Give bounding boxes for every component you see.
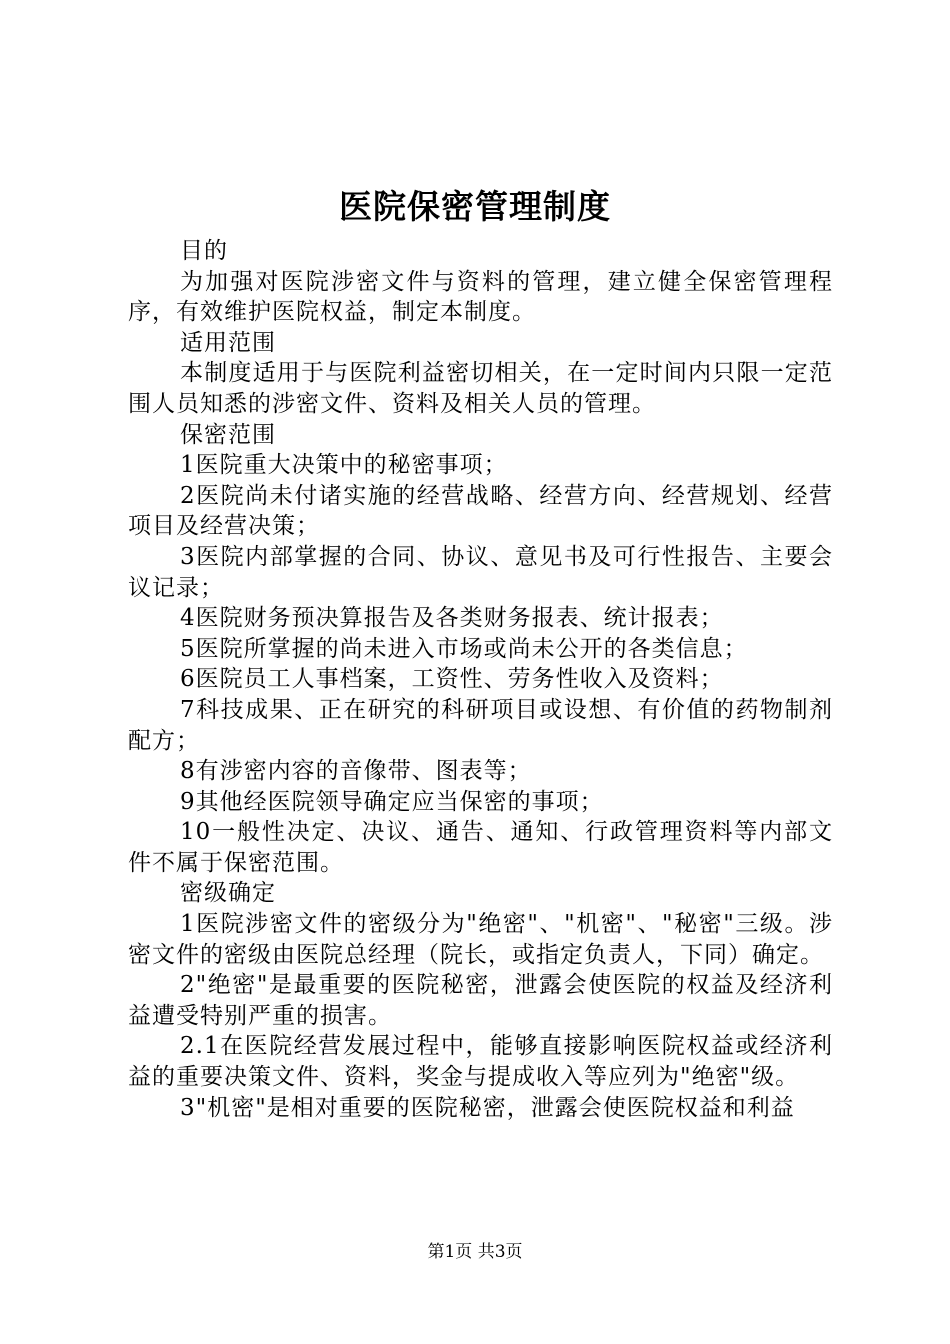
page-footer: 第1页 共3页 bbox=[427, 1242, 523, 1262]
list-item: 2医院尚未付诸实施的经营战略、经营方向、经营规划、经营项目及经营决策； bbox=[128, 482, 833, 540]
paragraph-heading-secrecy-scope: 保密范围 bbox=[180, 421, 276, 448]
paragraph-heading-classification: 密级确定 bbox=[180, 880, 276, 907]
list-item: 4医院财务预决算报告及各类财务报表、统计报表； bbox=[180, 605, 724, 632]
document-body bbox=[128, 236, 833, 1123]
paragraph: 为加强对医院涉密文件与资料的管理，建立健全保密管理程序，有效维护医院权益，制定本制度。 bbox=[128, 268, 833, 326]
document-title: 医院保密管理制度 bbox=[339, 187, 611, 226]
list-item: 6医院员工人事档案，工资性、劳务性收入及资料； bbox=[180, 666, 724, 693]
list-item: 9其他经医院领导确定应当保密的事项； bbox=[180, 788, 604, 815]
list-item: 3"机密"是相对重要的医院秘密，泄露会使医院权益和利益 bbox=[180, 1094, 795, 1121]
list-item: 1医院重大决策中的秘密事项； bbox=[180, 452, 508, 479]
paragraph-heading-scope: 适用范围 bbox=[180, 329, 276, 356]
list-item: 5医院所掌握的尚未进入市场或尚未公开的各类信息； bbox=[180, 635, 748, 662]
paragraph: 本制度适用于与医院利益密切相关，在一定时间内只限一定范围人员知悉的涉密文件、资料及相关人员的管理。 bbox=[128, 360, 833, 417]
list-item: 1医院涉密文件的密级分为"绝密"、"机密"、"秘密"三级。涉密文件的密级由医院总经理（院长，或指定负责人，下同）确定。 bbox=[128, 911, 833, 968]
list-item: 8有涉密内容的音像带、图表等； bbox=[180, 758, 532, 785]
list-item: 2"绝密"是最重要的医院秘密，泄露会使医院的权益及经济利益遭受特别严重的损害。 bbox=[128, 972, 833, 1029]
list-item: 3医院内部掌握的合同、协议、意见书及可行性报告、主要会议记录； bbox=[128, 543, 833, 601]
list-item: 2.1在医院经营发展过程中，能够直接影响医院权益或经济利益的重要决策文件、资料，奖金与提成收入等应列为"绝密"级。 bbox=[128, 1033, 833, 1091]
list-item: 10一般性决定、决议、通告、通知、行政管理资料等内部文件不属于保密范围。 bbox=[128, 819, 833, 876]
paragraph-heading-purpose: 目的 bbox=[180, 238, 228, 264]
list-item: 7科技成果、正在研究的科研项目或设想、有价值的药物制剂配方； bbox=[128, 696, 833, 754]
